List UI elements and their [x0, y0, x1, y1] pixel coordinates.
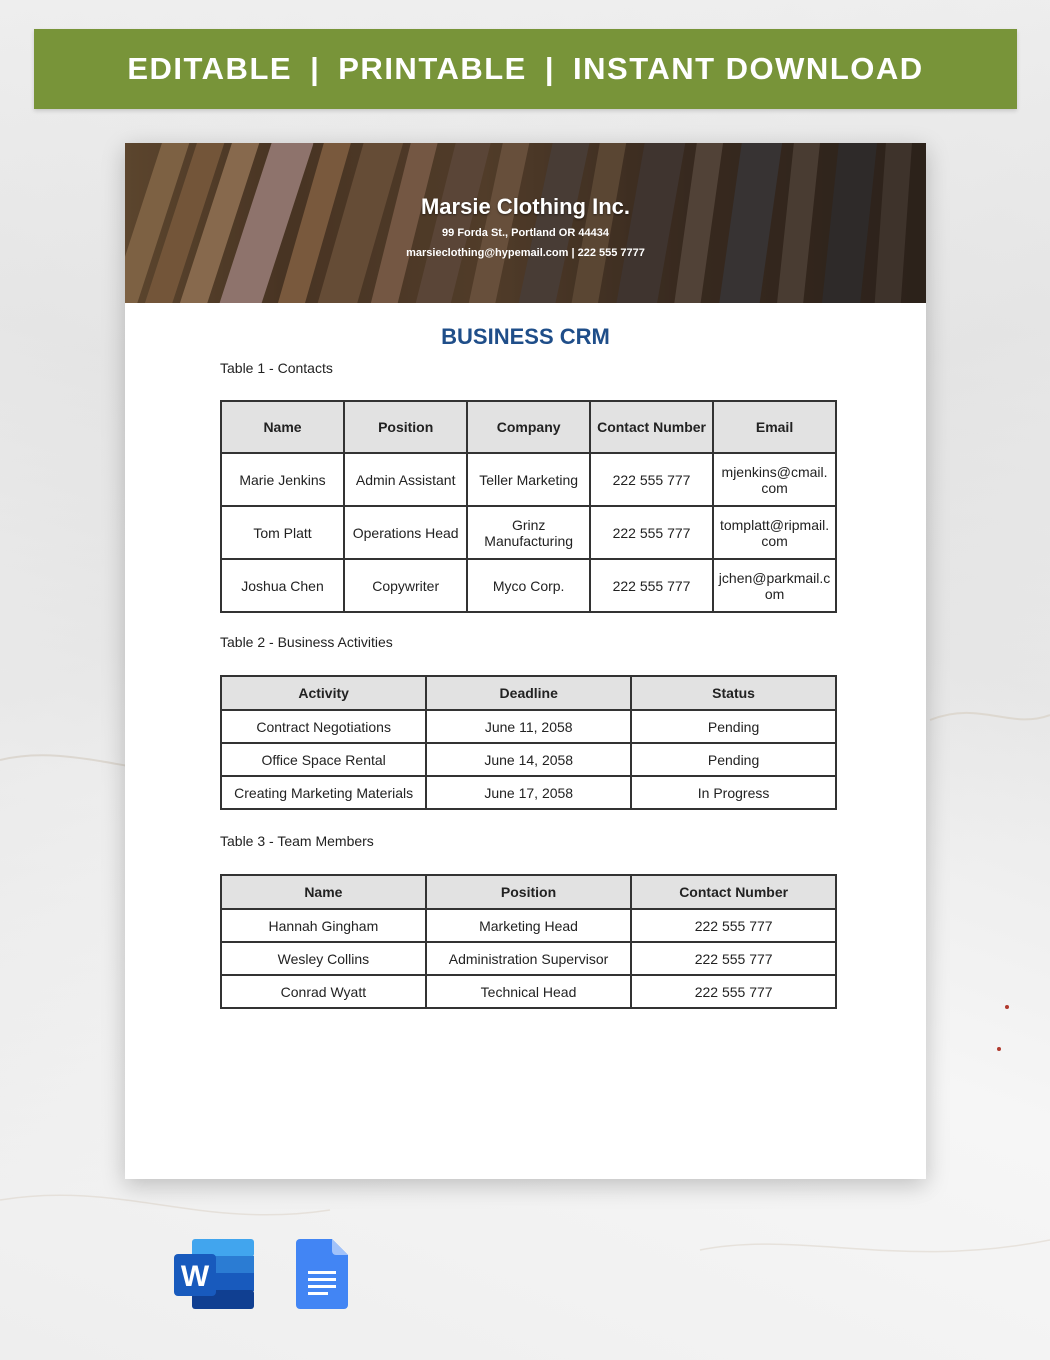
column-header: Deadline [426, 676, 631, 710]
banner-instant-download: INSTANT DOWNLOAD [573, 51, 924, 86]
team-members-table [220, 874, 837, 1009]
table-cell: Contract Negotiations [221, 710, 426, 743]
column-header: Contact Number [590, 401, 713, 453]
table2-caption: Table 2 - Business Activities [220, 634, 393, 650]
document-title: BUSINESS CRM [441, 324, 610, 349]
contacts-table [220, 400, 837, 613]
table-row [221, 776, 836, 809]
table-cell: 222 555 777 [631, 942, 836, 975]
column-header: Email [713, 401, 836, 453]
table-cell: Technical Head [426, 975, 632, 1008]
column-header: Position [344, 401, 467, 453]
table-cell: Administration Supervisor [426, 942, 632, 975]
table-cell: Hannah Gingham [221, 909, 426, 942]
table-row [221, 909, 836, 942]
table-cell: jchen@parkmail.com [713, 559, 836, 612]
banner-separator: | [310, 51, 321, 86]
table1-caption: Table 1 - Contacts [220, 360, 333, 376]
table-cell: Copywriter [344, 559, 467, 612]
table-cell: Conrad Wyatt [221, 975, 426, 1008]
table-row [221, 743, 836, 776]
word-icon[interactable] [174, 1239, 254, 1309]
table-row [221, 559, 836, 612]
status-cell: Pending [631, 710, 836, 743]
document-page [125, 143, 926, 1179]
table-row [221, 506, 836, 559]
column-header: Status [631, 676, 836, 710]
table-header-row [221, 401, 836, 453]
table-cell: 222 555 777 [631, 909, 836, 942]
table-cell: mjenkins@cmail.com [713, 453, 836, 506]
column-header: Activity [221, 676, 426, 710]
table-cell: Myco Corp. [467, 559, 590, 612]
table-cell: Teller Marketing [467, 453, 590, 506]
banner-separator: | [544, 51, 556, 86]
table-cell: June 17, 2058 [426, 776, 631, 809]
table-header-row [221, 676, 836, 710]
table-cell: 222 555 777 [590, 559, 713, 612]
table-row [221, 453, 836, 506]
company-address: 99 Forda St., Portland OR 44434 [442, 227, 609, 239]
column-header: Company [467, 401, 590, 453]
table-cell: 222 555 777 [631, 975, 836, 1008]
table-row [221, 710, 836, 743]
svg-text:W: W [180, 1260, 210, 1293]
column-header: Contact Number [631, 875, 836, 909]
promo-banner [34, 29, 1017, 109]
table-row [221, 942, 836, 975]
table-cell: Admin Assistant [344, 453, 467, 506]
table-row [221, 975, 836, 1008]
table-cell: Marketing Head [426, 909, 632, 942]
table-cell: Operations Head [344, 506, 467, 559]
status-cell: Pending [631, 743, 836, 776]
table-cell: 222 555 777 [590, 506, 713, 559]
activities-table [220, 675, 837, 810]
column-header: Name [221, 875, 426, 909]
table-cell: Joshua Chen [221, 559, 344, 612]
google-docs-icon[interactable] [296, 1239, 348, 1309]
banner-editable: EDITABLE [127, 51, 293, 86]
table-cell: Office Space Rental [221, 743, 426, 776]
table-cell: Creating Marketing Materials [221, 776, 426, 809]
table-cell: Wesley Collins [221, 942, 426, 975]
company-contact: marsieclothing@hypemail.com | 222 555 7777 [406, 247, 645, 259]
header-image [125, 143, 926, 303]
table-cell: tomplatt@ripmail.com [713, 506, 836, 559]
table-header-row [221, 875, 836, 909]
banner-printable: PRINTABLE [338, 51, 527, 86]
company-name: Marsie Clothing Inc. [420, 194, 631, 219]
column-header: Position [426, 875, 632, 909]
table-cell: 222 555 777 [590, 453, 713, 506]
table-cell: Grinz Manufacturing [467, 506, 590, 559]
table3-caption: Table 3 - Team Members [220, 833, 374, 849]
status-cell: In Progress [631, 776, 836, 809]
column-header: Name [221, 401, 344, 453]
table-cell: Marie Jenkins [221, 453, 344, 506]
table-cell: June 14, 2058 [426, 743, 631, 776]
table-cell: June 11, 2058 [426, 710, 631, 743]
table-cell: Tom Platt [221, 506, 344, 559]
